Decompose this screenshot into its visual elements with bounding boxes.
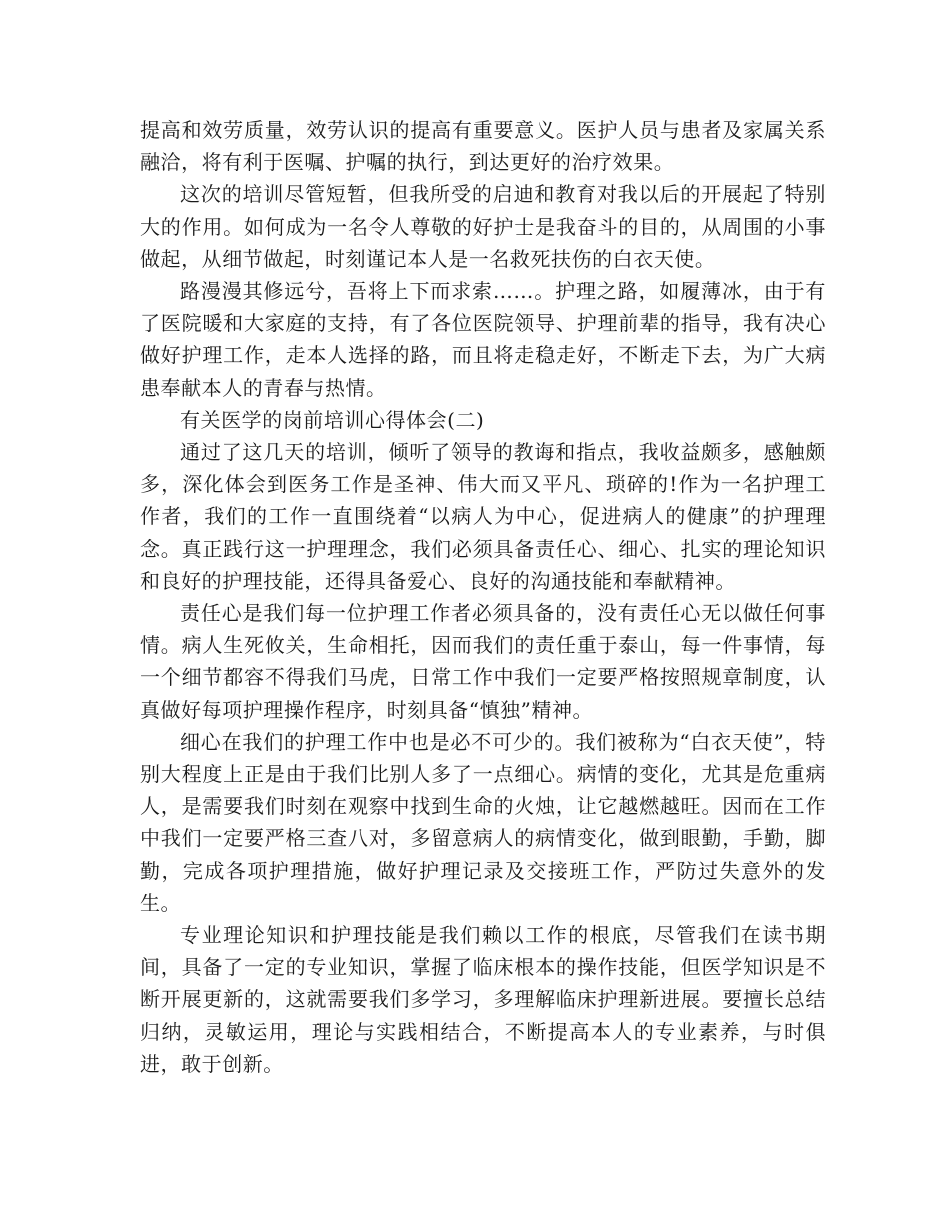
section-heading: 有关医学的岗前培训心得体会(二) — [180, 407, 485, 432]
paragraph-continued: 提高和效劳质量，效劳认识的提高有重要意义。医护人员与患者及家属关系融洽，将有利于医嘱、护嘱的执行，到达更好的治疗效果。 — [140, 118, 826, 175]
paragraph-nursing-path: 路漫漫其修远兮，吾将上下而求索……。护理之路，如履薄冰，由于有了医院暖和大家庭的支持，有了各位医院领导、护理前辈的指导，我有决心做好护理工作，走本人选择的路，而且将走稳走好，不断走下去，为广大病患奉献本人的青春与热情。 — [140, 279, 826, 400]
paragraph-responsibility: 责任心是我们每一位护理工作者必须具备的，没有责任心无以做任何事情。病人生死攸关，生命相托，因而我们的责任重于泰山，每一件事情，每一个细节都容不得我们马虎，日常工作中我们一定要严格按照规章制度，认真做好每项护理操作程序，时刻具备“慎独”精神。 — [140, 601, 826, 722]
paragraph-professional-knowledge: 专业理论知识和护理技能是我们赖以工作的根底，尽管我们在读书期间，具备了一定的专业知识，掌握了临床根本的操作技能，但医学知识是不断开展更新的，这就需要我们多学习，多理解临床护理新进展。要擅长总结归纳，灵敏运用，理论与实践相结合，不断提高本人的专业素养，与时俱进，敢于创新。 — [140, 923, 826, 1076]
paragraph-training-impact: 这次的培训尽管短暂，但我所受的启迪和教育对我以后的开展起了特别大的作用。如何成为一名令人尊敬的好护士是我奋斗的目的，从周围的小事做起，从细节做起，时刻谨记本人是一名救死扶伤的白衣天使。 — [140, 182, 826, 271]
document-body — [140, 114, 826, 1080]
paragraph-carefulness: 细心在我们的护理工作中也是必不可少的。我们被称为“白衣天使”，特别大程度上正是由于我们比别人多了一点细心。病情的变化，尤其是危重病人，是需要我们时刻在观察中找到生命的火烛，让它越燃越旺。因而在工作中我们一定要严格三查八对，多留意病人的病情变化，做到眼勤，手勤，脚勤，完成各项护理措施，做好护理记录及交接班工作，严防过失意外的发生。 — [140, 729, 826, 915]
paragraph-training-experience: 通过了这几天的培训，倾听了领导的教诲和指点，我收益颇多，感触颇多，深化体会到医务工作是圣神、伟大而又平凡、琐碎的!作为一名护理工作者，我们的工作一直围绕着“以病人为中心，促进病人的健康”的护理理念。真正践行这一护理理念，我们必须具备责任心、细心、扎实的理论知识和良好的护理技能，还得具备爱心、良好的沟通技能和奉献精神。 — [140, 440, 826, 593]
